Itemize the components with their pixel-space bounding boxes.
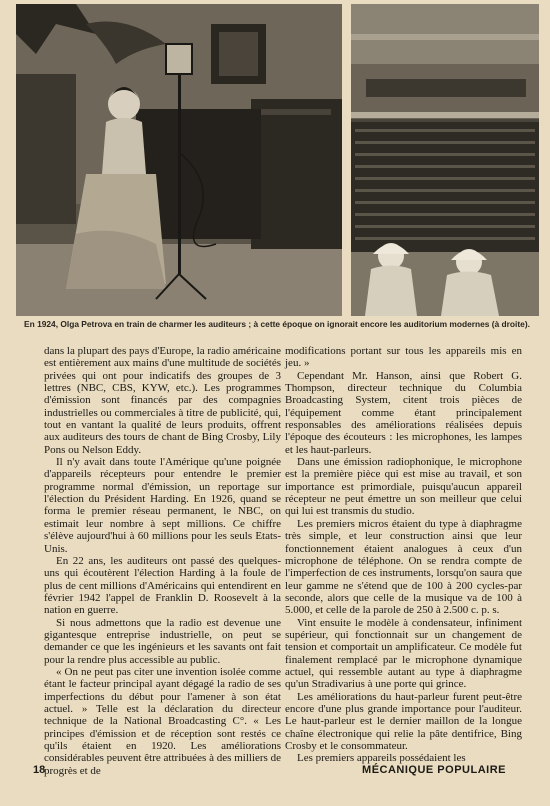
paragraph: Vint ensuite le modèle à condensateur, infiniment supérieur, qui fonctionnait sur un changement de tension et comportait un amplificateur. Ce modèle fut finalement remplacé par le microphone dynamique actuel, qui ressemble autant au type à diaphragme qu'un Stradivarius à une porte qui grince. xyxy=(285,616,522,691)
text-column-right xyxy=(285,345,522,765)
singer-photo-illustration xyxy=(16,4,342,316)
paragraph: Les premiers micros étaient du type à diaphragme très simple, et leur construction ainsi que leur fonctionnement étaient analogues à ceux d'un microphone de téléphone. On se rendra compte de l'imperfection de ces instruments, lorsqu'on saura que leur gamme ne s'étend que de 100 à 200 cycles-par seconde, alors que celle de la musique va de 100 à 5.000, et celle de la parole de 250 à 2.500 c. p. s. xyxy=(285,517,522,617)
photo-singer xyxy=(16,4,342,316)
paragraph: Cependant Mr. Hanson, ainsi que Robert G. Thompson, directeur technique du Columbia Broadcasting System, citent trois pièces de l'équipement comme étant principalement responsables des améliorations réalisées depuis l'époque des écouteurs : les microphones, les lampes et les haut-parleurs. xyxy=(285,369,522,456)
paragraph: Il n'y avait dans toute l'Amérique qu'une poignée d'appareils récepteurs pour entendre le premier programme normal d'émission, un reportage sur l'élection du Président Harding. En 1926, quand se forma le premier réseau permanent, le NBC, on estimait leur nombre à sept millions. Ce chiffre s'élève aujourd'hui à 60 millions pour les seuls Etats-Unis. xyxy=(44,456,281,555)
paragraph: « On ne peut pas citer une invention isolée comme étant le facteur principal ayant dégagé la radio de ses imperfections du début pour l'amener à son état actuel. » Telle est la déclaration du directeur technique de la National Broadcasting C°. « Les principes d'émission et de réception sont restés ce qu'ils étaient en 1920. Les améliorations considérables peuvent être attribuées à des milliers de progrès et de xyxy=(44,665,281,777)
paragraph: Les premiers appareils possédaient les xyxy=(297,752,466,765)
paragraph: Les améliorations du haut-parleur furent peut-être encore d'une plus grande importance pour l'auditeur. Le haut-parleur est le dernier maillon de la longue chaîne électronique qui relie la pâte dentifrice, Bing Crosby et le consommateur. xyxy=(285,690,522,752)
page-number: 18 xyxy=(33,764,46,776)
paragraph: Si nous admettons que la radio est devenue une gigantesque entreprise industrielle, on peut se demander ce que les ingénieurs et les savants ont fait pour la rendre plus accessible au public. xyxy=(44,616,281,666)
magazine-title: MÉCANIQUE POPULAIRE xyxy=(362,764,506,776)
paragraph: En 22 ans, les auditeurs ont passé des quelques-uns qui écoutèrent l'élection Harding à la foule de plus de cent millions d'Américains qui entendirent en février 1942 l'appel de Franklin D. Roosevelt à la nation en guerre. xyxy=(44,554,281,617)
paragraph: dans la plupart des pays d'Europe, la radio américaine est entièrement aux mains d'une multitude de sociétés privées qui ont pour indicatifs des groupes de 3 lettres (NBC, CBS, KYW, etc.). Les programmes d'émission sont financés par des compagnies industrielles ou commerciales à titre de publicité, qui, tout en vantant la qualité de leurs produits, offrent aux auditeurs des tours de chant de Bing Crosby, Lily Pons ou Nelson Eddy. xyxy=(44,345,281,456)
paragraph: modifications portant sur tous les appareils mis en jeu. » xyxy=(285,345,522,370)
text-column-left xyxy=(44,345,281,777)
photo-caption: En 1924, Olga Petrova en train de charmer les auditeurs ; à cette époque on ignorait encore les auditorium modernes (à droite). xyxy=(24,319,530,329)
auditorium-photo-illustration xyxy=(351,4,539,316)
paragraph: Dans une émission radiophonique, le microphone est la première pièce qui est mise au travail, et son importance est primordiale, puisqu'aucun appareil récepteur ne peut émettre un son meilleur que celui qui lui est transmis du studio. xyxy=(285,456,522,518)
photo-auditorium xyxy=(351,4,539,316)
